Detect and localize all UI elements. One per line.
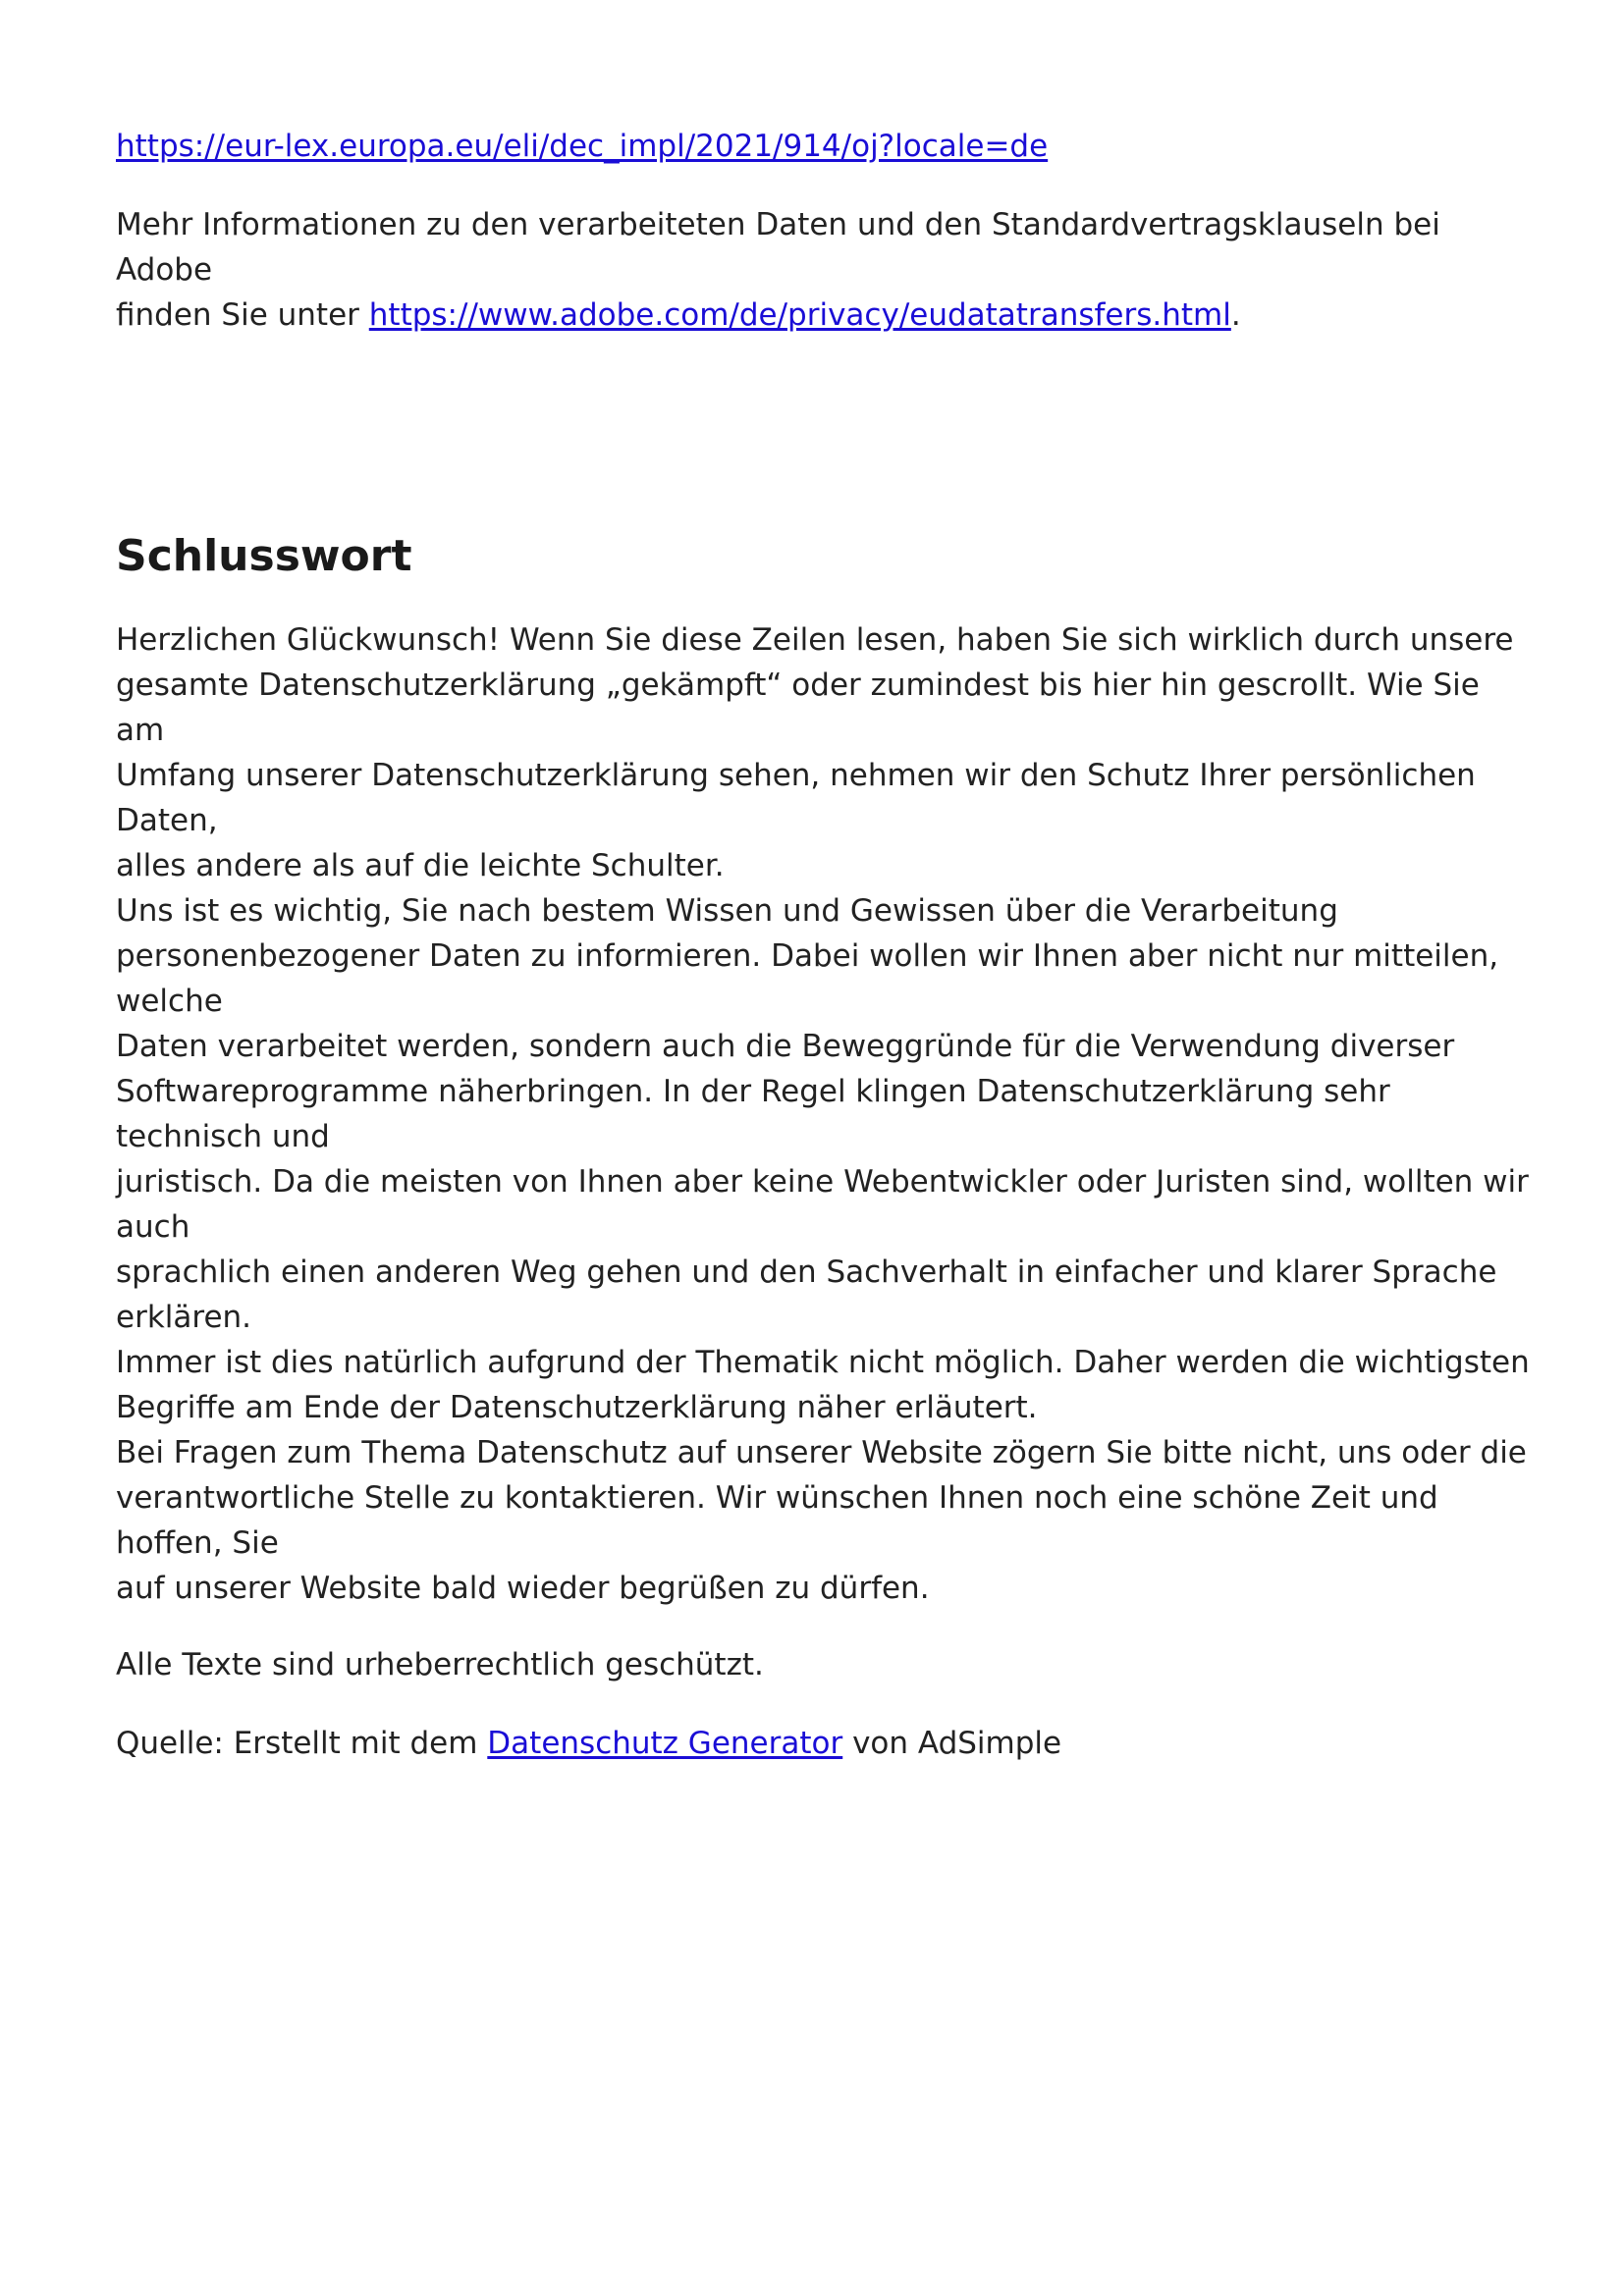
eur-lex-link[interactable]: https://eur-lex.europa.eu/eli/dec_impl/2021/914/oj?locale=de <box>116 129 1049 164</box>
closing-paragraph <box>116 617 1530 1611</box>
closing-line: Immer ist dies natürlich aufgrund der Thematik nicht möglich. Daher werden die wichtigsten <box>116 1345 1530 1380</box>
closing-line: alles andere als auf die leichte Schulter. <box>116 848 725 883</box>
closing-line: personenbezogener Daten zu informieren. Dabei wollen wir Ihnen aber nicht nur mitteilen, welche <box>116 938 1499 1019</box>
source-line <box>116 1721 1530 1766</box>
closing-line: verantwortliche Stelle zu kontaktieren. Wir wünschen Ihnen noch eine schöne Zeit und hoffen, Sie <box>116 1480 1438 1561</box>
closing-line: auf unserer Website bald wieder begrüßen zu dürfen. <box>116 1571 930 1606</box>
closing-line: Daten verarbeitet werden, sondern auch die Beweggründe für die Verwendung diverser <box>116 1029 1455 1064</box>
document-content <box>116 124 1530 1766</box>
source-prefix: Quelle: Erstellt mit dem <box>116 1726 488 1761</box>
adobe-info-paragraph <box>116 202 1530 338</box>
closing-line: juristisch. Da die meisten von Ihnen aber keine Webentwickler oder Juristen sind, wollten wir auch <box>116 1164 1529 1245</box>
source-suffix: von AdSimple <box>842 1726 1062 1761</box>
closing-line: Umfang unserer Datenschutzerklärung sehen, nehmen wir den Schutz Ihrer persönlichen Daten, <box>116 758 1476 838</box>
closing-line: Bei Fragen zum Thema Datenschutz auf unserer Website zögern Sie bitte nicht, uns oder die <box>116 1435 1527 1470</box>
adobe-privacy-link[interactable]: https://www.adobe.com/de/privacy/eudatatransfers.html <box>368 297 1231 333</box>
datenschutz-generator-link[interactable]: Datenschutz Generator <box>487 1726 843 1761</box>
closing-line: Herzlichen Glückwunsch! Wenn Sie diese Zeilen lesen, haben Sie sich wirklich durch unsere <box>116 622 1514 658</box>
section-heading: Schlusswort <box>116 531 412 581</box>
closing-line: sprachlich einen anderen Weg gehen und den Sachverhalt in einfacher und klarer Sprache erklären. <box>116 1255 1497 1335</box>
closing-line: gesamte Datenschutzerklärung „gekämpft“ oder zumindest bis hier hin gescrollt. Wie Sie am <box>116 667 1480 748</box>
adobe-info-line1: Mehr Informationen zu den verarbeiteten Daten und den Standardvertragsklauseln bei Adobe <box>116 207 1440 288</box>
eur-lex-paragraph <box>116 124 1530 169</box>
closing-line: Uns ist es wichtig, Sie nach bestem Wissen und Gewissen über die Verarbeitung <box>116 893 1338 929</box>
closing-line: Begriffe am Ende der Datenschutzerklärung näher erläutert. <box>116 1390 1038 1425</box>
adobe-info-line2-suffix: . <box>1230 297 1241 333</box>
copyright-notice: Alle Texte sind urheberrechtlich geschützt. <box>116 1647 764 1682</box>
adobe-info-line2-prefix: finden Sie unter <box>116 297 369 333</box>
closing-line: Softwareprogramme näherbringen. In der Regel klingen Datenschutzerklärung sehr technisch und <box>116 1074 1390 1154</box>
